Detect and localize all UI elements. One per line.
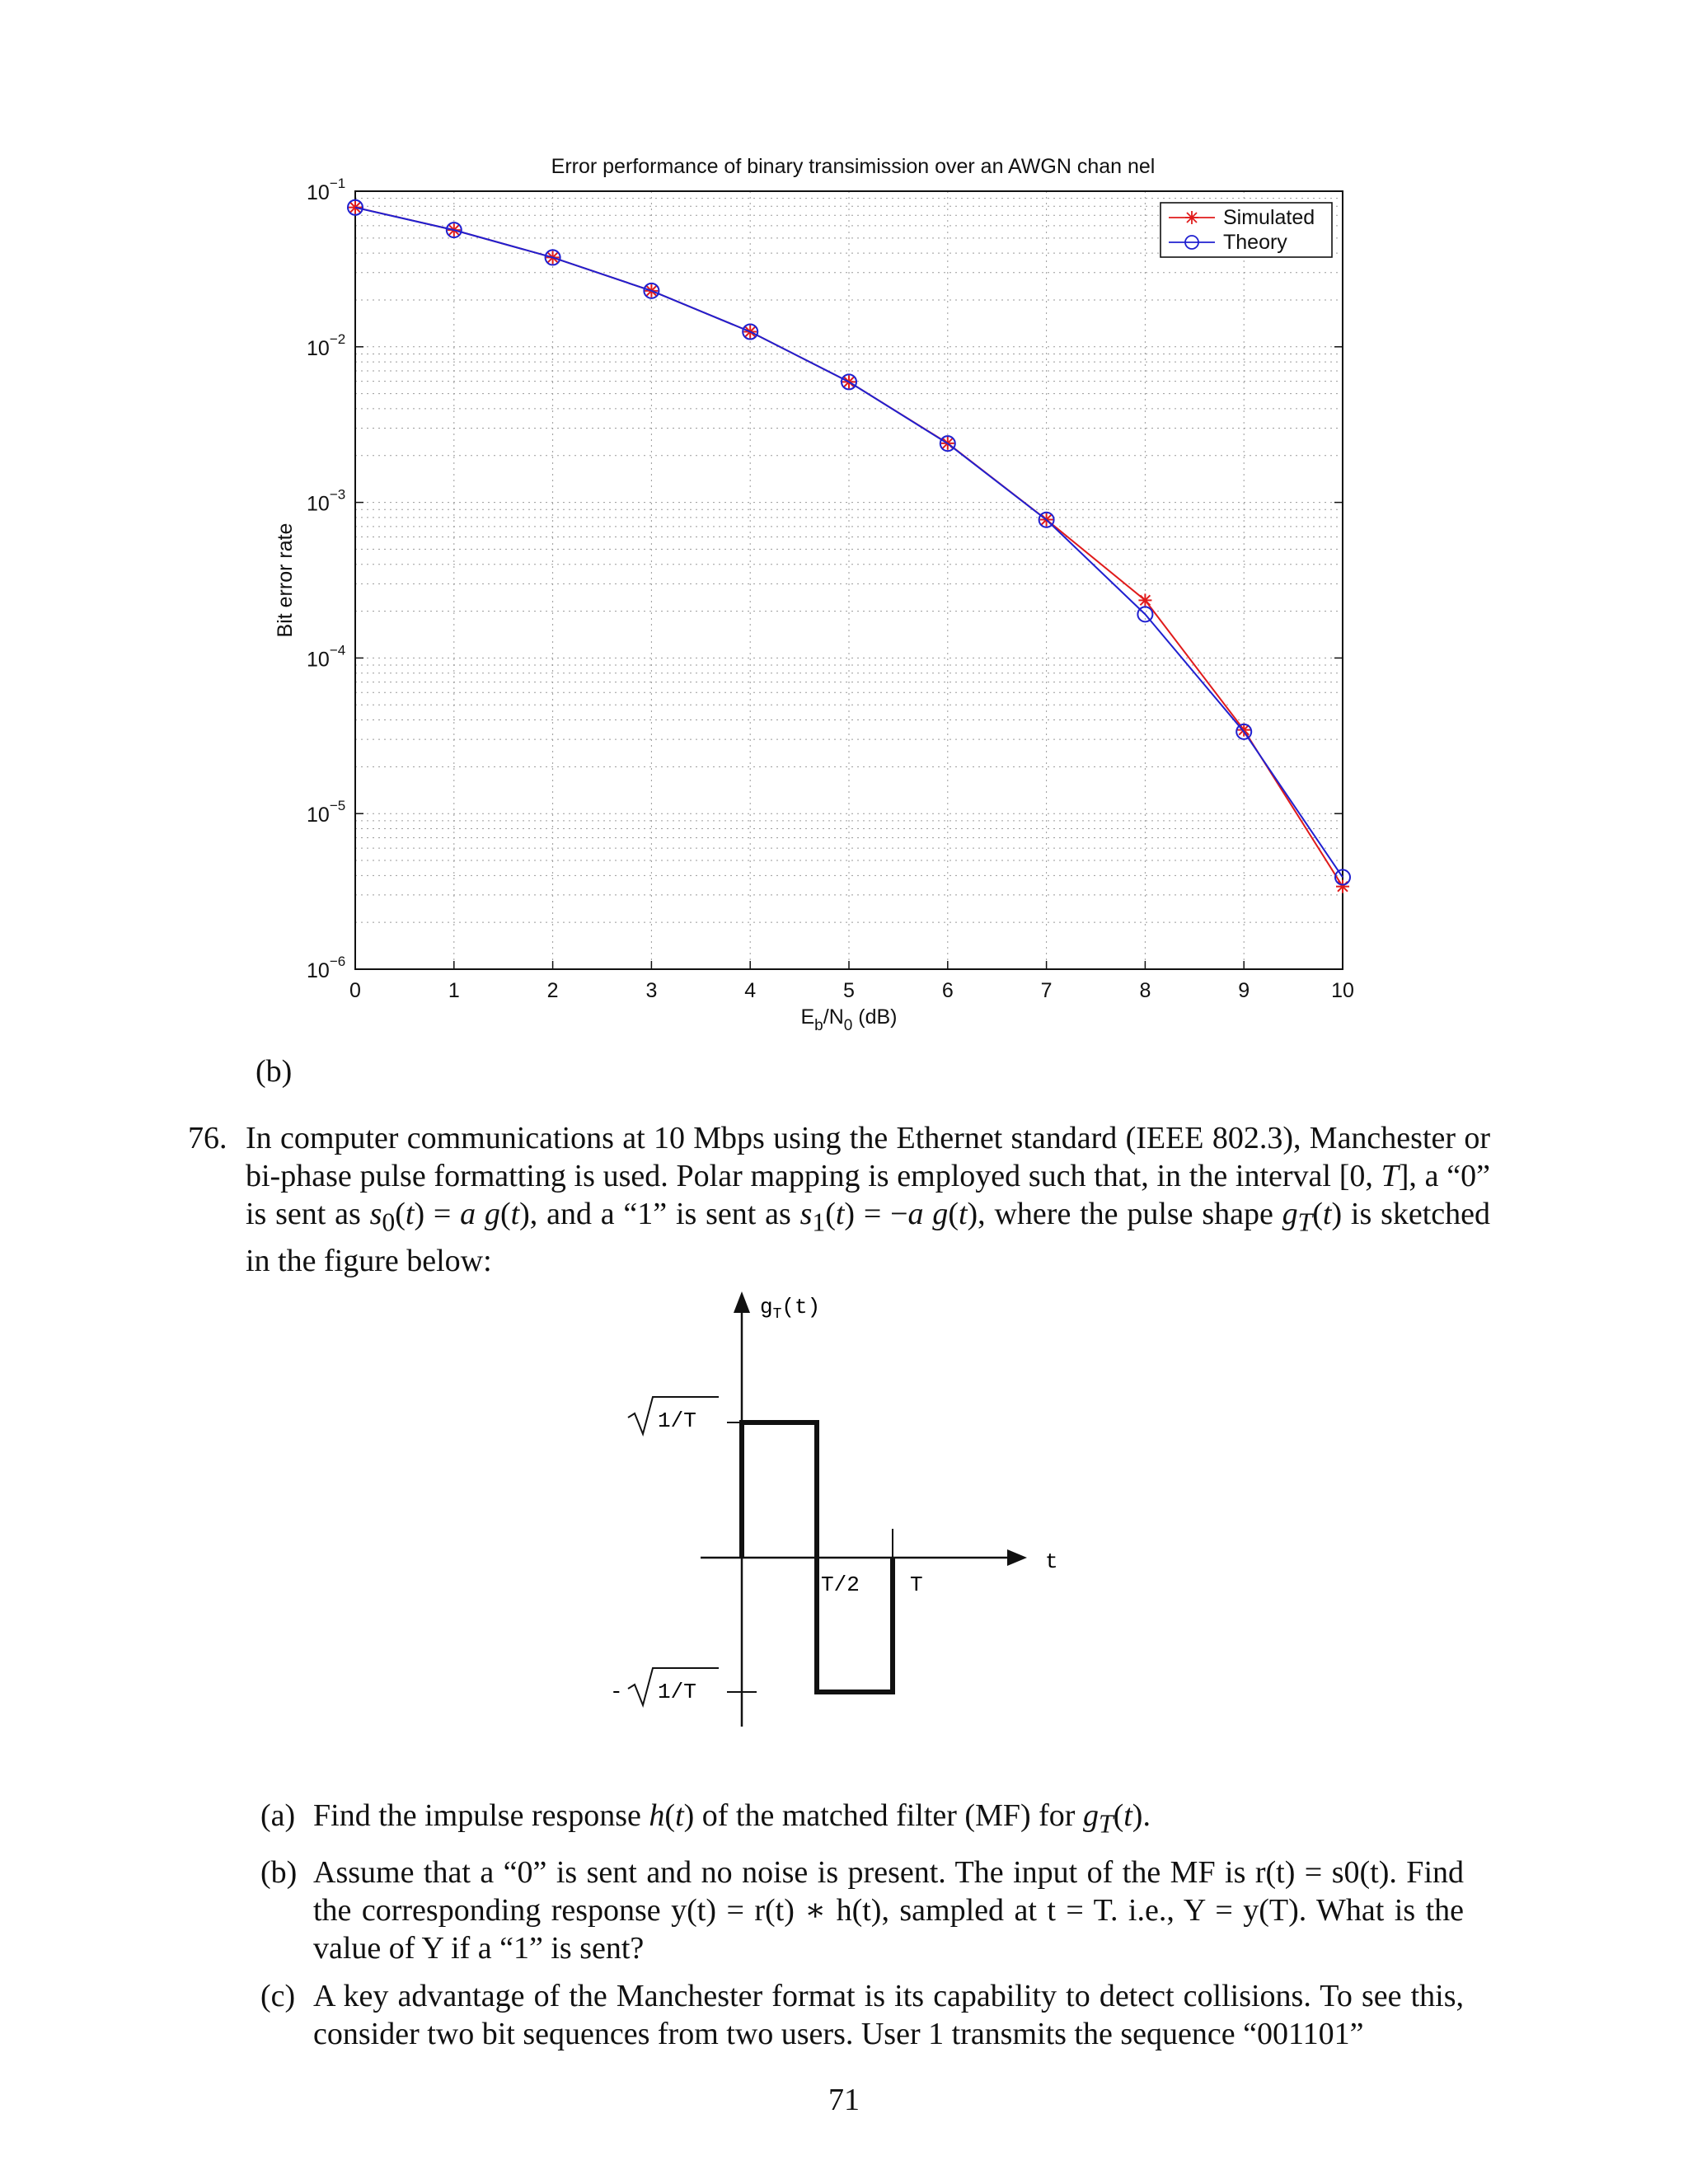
x-axis-label-sub-b: b: [814, 1017, 823, 1034]
problem-a1: a g: [460, 1197, 500, 1231]
problem-g-sub: T: [1297, 1207, 1313, 1237]
y-tick-label: $10^{-3}$: [307, 486, 346, 516]
series-line-simulated: [355, 208, 1343, 887]
simulated-point: [1336, 880, 1349, 893]
problem-text-7: (: [825, 1197, 836, 1231]
simulated-point: [349, 201, 362, 214]
part-c: [260, 1977, 1464, 2053]
problem-t5: t: [1322, 1197, 1332, 1231]
x-tick-label: 0: [349, 979, 361, 1002]
y-tick-label: $10^{-2}$: [307, 330, 346, 360]
x-tick-label: 6: [941, 979, 954, 1002]
pulse-x-label: t: [1045, 1549, 1058, 1574]
y-tick-label: $10^{-6}$: [307, 954, 346, 982]
part-a-text-3: ) of the matched filter (MF) for: [683, 1798, 1083, 1833]
period-label: T: [910, 1572, 923, 1597]
x-tick-label: 8: [1139, 979, 1151, 1002]
x-tick-label: 5: [843, 979, 855, 1002]
problem-t1: t: [405, 1197, 415, 1231]
problem-text-6: ), and a “1” is sent as: [519, 1197, 800, 1231]
x-tick-labels: [349, 961, 1354, 1002]
part-a-text-5: ).: [1132, 1798, 1151, 1833]
x-tick-label: 2: [546, 979, 559, 1002]
part-a: [260, 1797, 1464, 1844]
ber-chart: [0, 0, 1688, 1063]
problem-a2: a g: [907, 1197, 949, 1231]
part-b: [260, 1854, 1464, 1967]
x-tick-label: 3: [645, 979, 658, 1002]
problem-text-12: ) is sketched in the figure below:: [246, 1197, 1491, 1278]
y-tick-label: $10^{-4}$: [307, 642, 346, 672]
x-tick-label: 1: [448, 979, 460, 1002]
problem-text-1: In computer communications at 10 Mbps using the Ethernet standard (IEEE 802.3), Manchester or bi-phase pulse formatting is used. Polar mapping is employed such that, in the interval [0,: [246, 1121, 1490, 1193]
problem-text-9: (: [948, 1197, 959, 1231]
part-c-text: A key advantage of the Manchester format is its capability to detect collisions. To see this, consider two bit sequences from two users. User 1 transmits the sequence “001101”: [313, 1978, 1464, 2051]
problem-t4: t: [958, 1197, 968, 1231]
x-axis-label: [800, 1005, 897, 1034]
x-tick-label: 7: [1040, 979, 1053, 1002]
figure-label: (b): [256, 1054, 293, 1089]
part-a-g-sub: T: [1098, 1809, 1114, 1839]
page-number: 71: [828, 2083, 860, 2117]
chart-legend: [1160, 203, 1332, 257]
part-a-tag: (a): [260, 1798, 296, 1833]
problem-t3: t: [835, 1197, 845, 1231]
problem-s0: s: [369, 1197, 382, 1231]
problem-76: [188, 1119, 1490, 1280]
legend-simulated-asterisk-icon: [1185, 211, 1198, 224]
problem-text-5: (: [499, 1197, 511, 1231]
y-axis-label: Bit error rate: [274, 523, 297, 638]
legend-theory-label: Theory: [1223, 231, 1287, 254]
y-axis-arrow-icon: [734, 1291, 750, 1313]
problem-T: T: [1381, 1159, 1399, 1193]
problem-g: g: [1282, 1197, 1298, 1231]
problem-text-11: (: [1312, 1197, 1323, 1231]
part-a-text-2: (: [664, 1798, 676, 1833]
x-axis-label-e: E: [800, 1005, 815, 1029]
part-a-text-1: Find the impulse response: [313, 1798, 649, 1833]
y-tick-labels: [307, 176, 1343, 982]
x-axis-label-sub-0: 0: [843, 1017, 853, 1034]
pulse-y-label: $g_T(t)$: [760, 1295, 821, 1323]
problem-s1: s: [799, 1197, 813, 1231]
x-axis-label-n: /N: [823, 1005, 844, 1029]
x-tick-label: 10: [1331, 979, 1354, 1002]
problem-s0-sub: 0: [382, 1207, 396, 1237]
lower-level-label: 1/T: [658, 1680, 696, 1704]
y-tick-label: $10^{-1}$: [307, 176, 346, 204]
problem-t2: t: [510, 1197, 520, 1231]
problem-s1-sub: 1: [812, 1207, 826, 1237]
part-b-tag: (b): [260, 1854, 298, 1890]
problem-text-3: (: [395, 1197, 406, 1231]
x-tick-label: 9: [1238, 979, 1250, 1002]
half-period-label: T/2: [821, 1572, 860, 1597]
y-tick-label: $10^{-5}$: [307, 798, 346, 827]
part-a-t: t: [675, 1798, 684, 1833]
problem-statement: [246, 1119, 1490, 1280]
problem-text-8: ) = −: [844, 1197, 908, 1231]
upper-level-label: 1/T: [658, 1408, 696, 1433]
x-tick-label: 4: [744, 979, 757, 1002]
pulse-shape-figure: [577, 1282, 1104, 1743]
chart-series: [348, 200, 1350, 893]
problem-parts: [260, 1797, 1464, 2063]
x-axis-label-unit: (dB): [852, 1005, 898, 1029]
x-axis-arrow-icon: [1007, 1549, 1027, 1566]
part-a-t2: t: [1123, 1798, 1132, 1833]
problem-text-4: ) =: [414, 1197, 461, 1231]
legend-simulated-label: Simulated: [1223, 206, 1315, 229]
part-c-tag: (c): [260, 1978, 296, 2013]
problem-number: 76.: [188, 1121, 227, 1155]
chart-grid: [355, 191, 1343, 969]
part-b-text: Assume that a “0” is sent and no noise is present. The input of the MF is r(t) = s0(t). Find the corresponding response y(t) = r(t) ∗ h(t), sampled at t = T. i.e., Y = y(T). What is the value of Y if a “1” is sent?: [313, 1854, 1464, 1966]
part-a-h: h: [649, 1798, 665, 1833]
problem-text-2: ], a “0” is sent as: [246, 1159, 1490, 1231]
simulated-point: [1138, 593, 1151, 607]
problem-text-10: ), where the pulse shape: [967, 1197, 1282, 1231]
part-a-g: g: [1082, 1798, 1099, 1833]
lower-level-sign: -: [610, 1680, 623, 1704]
part-a-text-4: (: [1113, 1798, 1124, 1833]
chart-title: Error performance of binary transimission over an AWGN chan nel: [551, 155, 1156, 178]
